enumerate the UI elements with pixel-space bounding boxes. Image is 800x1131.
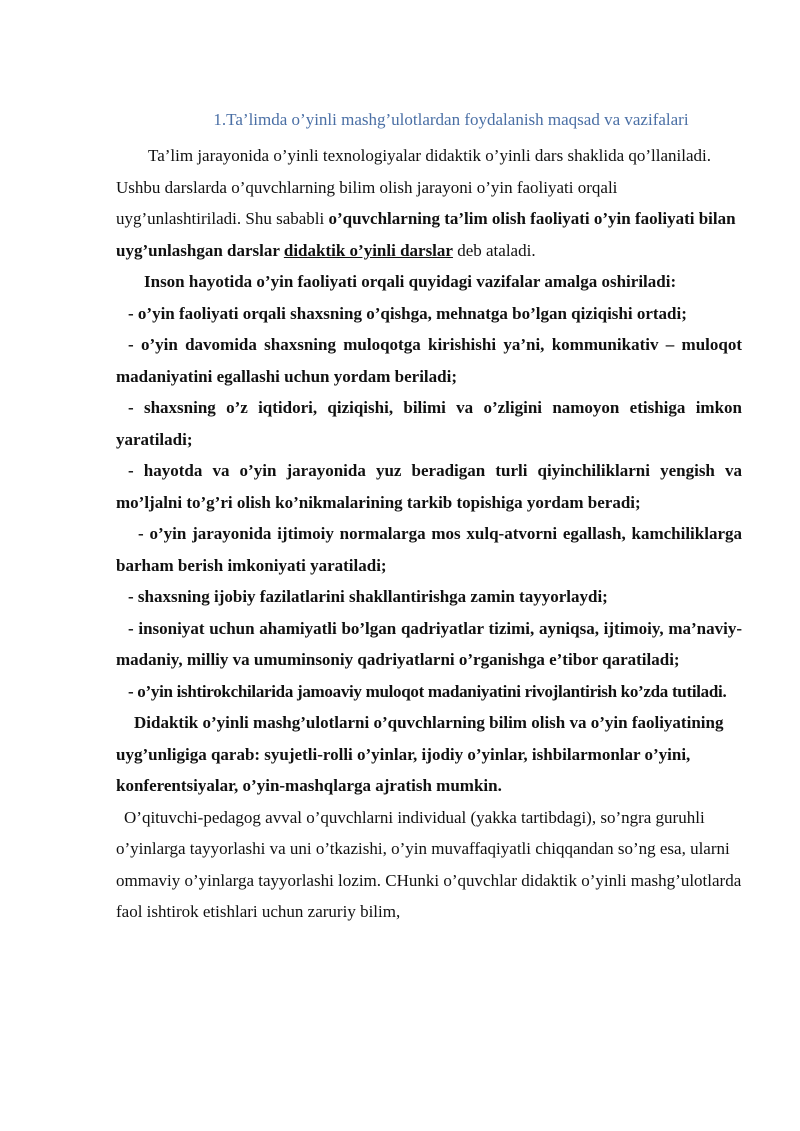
list-item: - o’yin jarayonida ijtimoiy normalarga mos xulq-atvorni egallash, kamchiliklarga barham berish imkoniyati yaratiladi; xyxy=(116,524,742,575)
list-item: - hayotda va o’yin jarayonida yuz beradigan turli qiyinchiliklarni yengish va mo’ljalni to’g’ri olish ko’nikmalarining tarkib topishiga yordam beradi; xyxy=(116,461,742,512)
list-item: - shaxsning o’z iqtidori, qiziqishi, bilimi va o’zligini namoyon etishiga imkon yaratiladi; xyxy=(116,398,742,449)
list-item: - shaxsning ijobiy fazilatlarini shakllantirishga zamin tayyorlaydi; xyxy=(128,587,608,606)
paragraph-teacher: O’qituvchi-pedagog avval o’quvchlarni individual (yakka tartibdagi), so’ngra guruhli o’yinlarga tayyorlashi va uni o’tkazishi, o’yin muvaffaqiyatli chiqqandan so’ng esa, ularni ommaviy o’yinlarga tayyorlashi lozim. CHunki o’quvchlar didaktik o’yinli mashg’ulotlarda faol ishtirok etishlari uchun zaruriy bilim, xyxy=(116,807,742,921)
intro-text-regular: Ta’lim jarayonida o’yinli texnologiyalar didaktik o’yinli dars shaklida qo’llaniladi. Ushbu darslarda o’quvchlarning bilim olish jarayoni o’yin faoliyati orqali uyg’unlashtiriladi. Shu sababli xyxy=(116,146,711,228)
paragraph-game-types: Didaktik o’yinli mashg’ulotlarni o’quvchlarning bilim olish va o’yin faoliyatining uyg’unligiga qarab: syujetli-rolli o’yinlar, ijodiy o’yinlar, ishbilarmonlar o’yini, konferentsiyalar, o’yin-mashqlarga ajratish mumkin. xyxy=(116,713,724,795)
list-item: - insoniyat uchun ahamiyatli bo’lgan qadriyatlar tizimi, ayniqsa, ijtimoiy, ma’naviy-madaniy, milliy va umuminsoniy qadriyatlarni o’rganishga e’tibor qaratiladi; xyxy=(116,618,742,669)
section-title: 1.Ta’limda o’yinli mashg’ulotlardan foydalanish maqsad va vazifalari xyxy=(213,110,689,129)
list-item: - o’yin ishtirokchilarida jamoaviy muloqot madaniyatini rivojlantirish ko’zda tutiladi. xyxy=(128,681,727,701)
paragraph-intro xyxy=(116,140,742,266)
intro-text-end: deb ataladi. xyxy=(452,240,536,260)
intro-text-underlined: didaktik o’yinli darslar xyxy=(283,240,453,260)
paragraph-functions-heading: Inson hayotida o’yin faoliyati orqali quyidagi vazifalar amalga oshiriladi: xyxy=(144,272,677,291)
list-item: - o’yin davomida shaxsning muloqotga kirishishi ya’ni, kommunikativ – muloqot madaniyatini egallashi uchun yordam beriladi; xyxy=(116,335,742,386)
intro-text-bold: o’quvchlarning ta’lim olish faoliyati o’yin faoliyati bilan uyg’unlashgan darslar xyxy=(116,209,736,260)
list-item: - o’yin faoliyati orqali shaxsning o’qishga, mehnatga bo’lgan qiziqishi ortadi; xyxy=(128,303,687,323)
document-body xyxy=(116,108,742,928)
